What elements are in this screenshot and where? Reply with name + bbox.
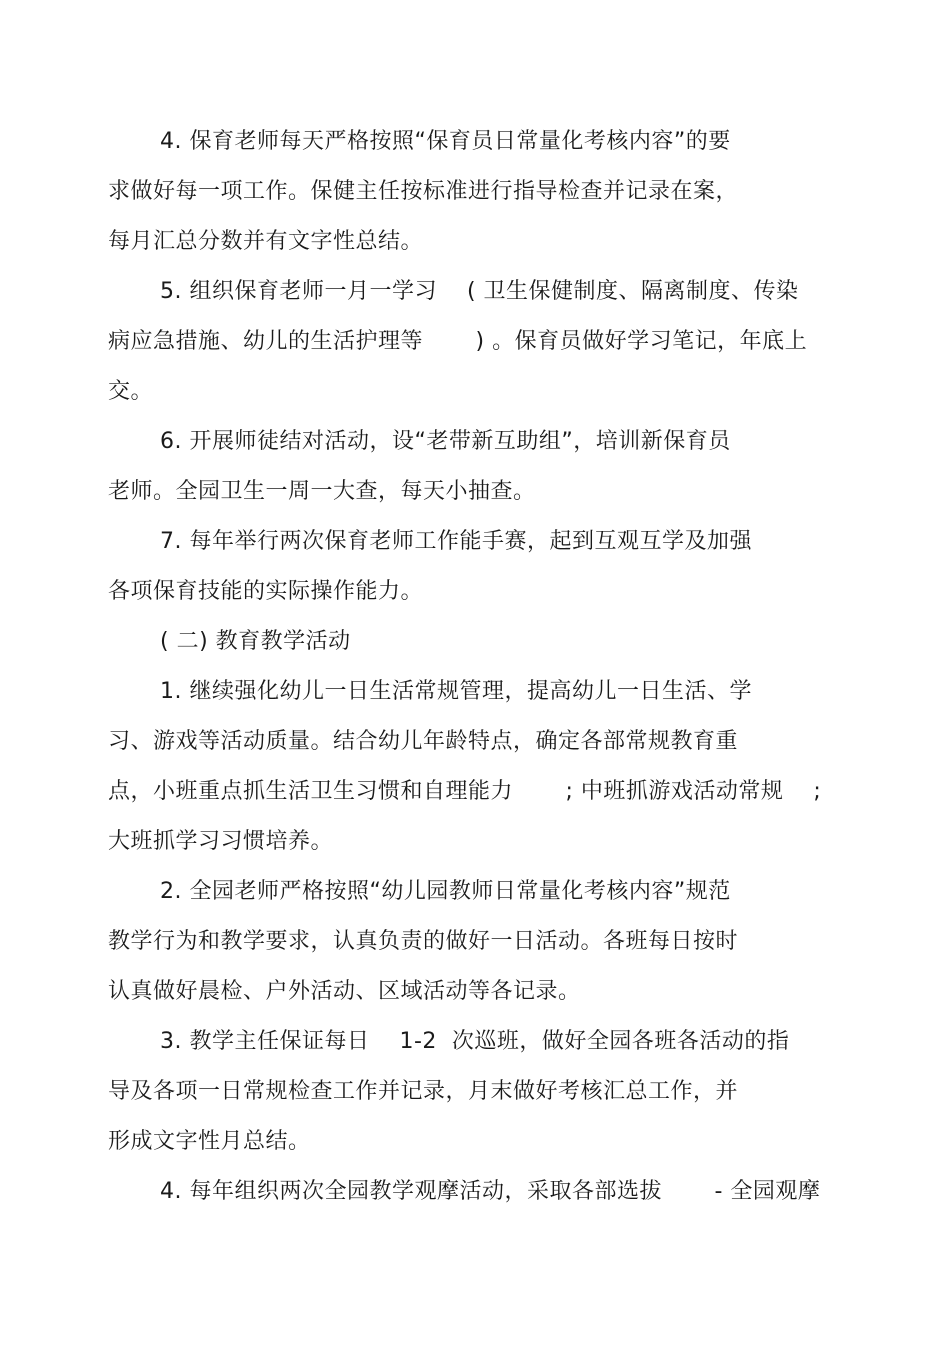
paragraph-line: 教学行为和教学要求，认真负责的做好一日活动。各班每日按时 — [108, 929, 739, 954]
paragraph-line: 导及各项一日常规检查工作并记录，月末做好考核汇总工作，并 — [108, 1079, 739, 1104]
paragraph-line: 交。 — [108, 379, 154, 404]
paragraph-line: 求做好每一项工作。保健主任按标准进行指导检查并记录在案， — [108, 179, 739, 204]
paragraph-line: 老师。全园卫生一周一大查，每天小抽查。 — [108, 479, 536, 504]
paragraph-line: 病应急措施、幼儿的生活护理等 ) 。保育员做好学习笔记，年底上 — [108, 329, 808, 354]
section-heading: ( 二) 教育教学活动 — [160, 629, 351, 654]
paragraph-line: 各项保育技能的实际操作能力。 — [108, 579, 424, 604]
paragraph-line: 3. 教学主任保证每日 1-2 次巡班，做好全园各班各活动的指 — [160, 1029, 790, 1054]
paragraph-line: 2. 全园老师严格按照“幼儿园教师日常量化考核内容”规范 — [160, 879, 731, 904]
paragraph-line: 1. 继续强化幼儿一日生活常规管理，提高幼儿一日生活、学 — [160, 679, 752, 704]
paragraph-line: 习、游戏等活动质量。结合幼儿年龄特点，确定各部常规教育重 — [108, 729, 739, 754]
paragraph-line: 大班抓学习习惯培养。 — [108, 829, 334, 854]
paragraph-line: 4. 每年组织两次全园教学观摩活动，采取各部选拔 - 全园观摩 — [160, 1179, 821, 1204]
paragraph-line: 点，小班重点抓生活卫生习惯和自理能力 ; 中班抓游戏活动常规 ; — [108, 779, 822, 804]
paragraph-line: 4. 保育老师每天严格按照“保育员日常量化考核内容”的要 — [160, 129, 731, 154]
paragraph-line: 认真做好晨检、户外活动、区域活动等各记录。 — [108, 979, 581, 1004]
paragraph-line: 6. 开展师徒结对活动，设“老带新互助组”，培训新保育员 — [160, 429, 731, 454]
paragraph-line: 5. 组织保育老师一月一学习 ( 卫生保健制度、隔离制度、传染 — [160, 279, 799, 304]
paragraph-line: 形成文字性月总结。 — [108, 1129, 311, 1154]
paragraph-line: 每月汇总分数并有文字性总结。 — [108, 229, 424, 254]
paragraph-line: 7. 每年举行两次保育老师工作能手赛，起到互观互学及加强 — [160, 529, 752, 554]
